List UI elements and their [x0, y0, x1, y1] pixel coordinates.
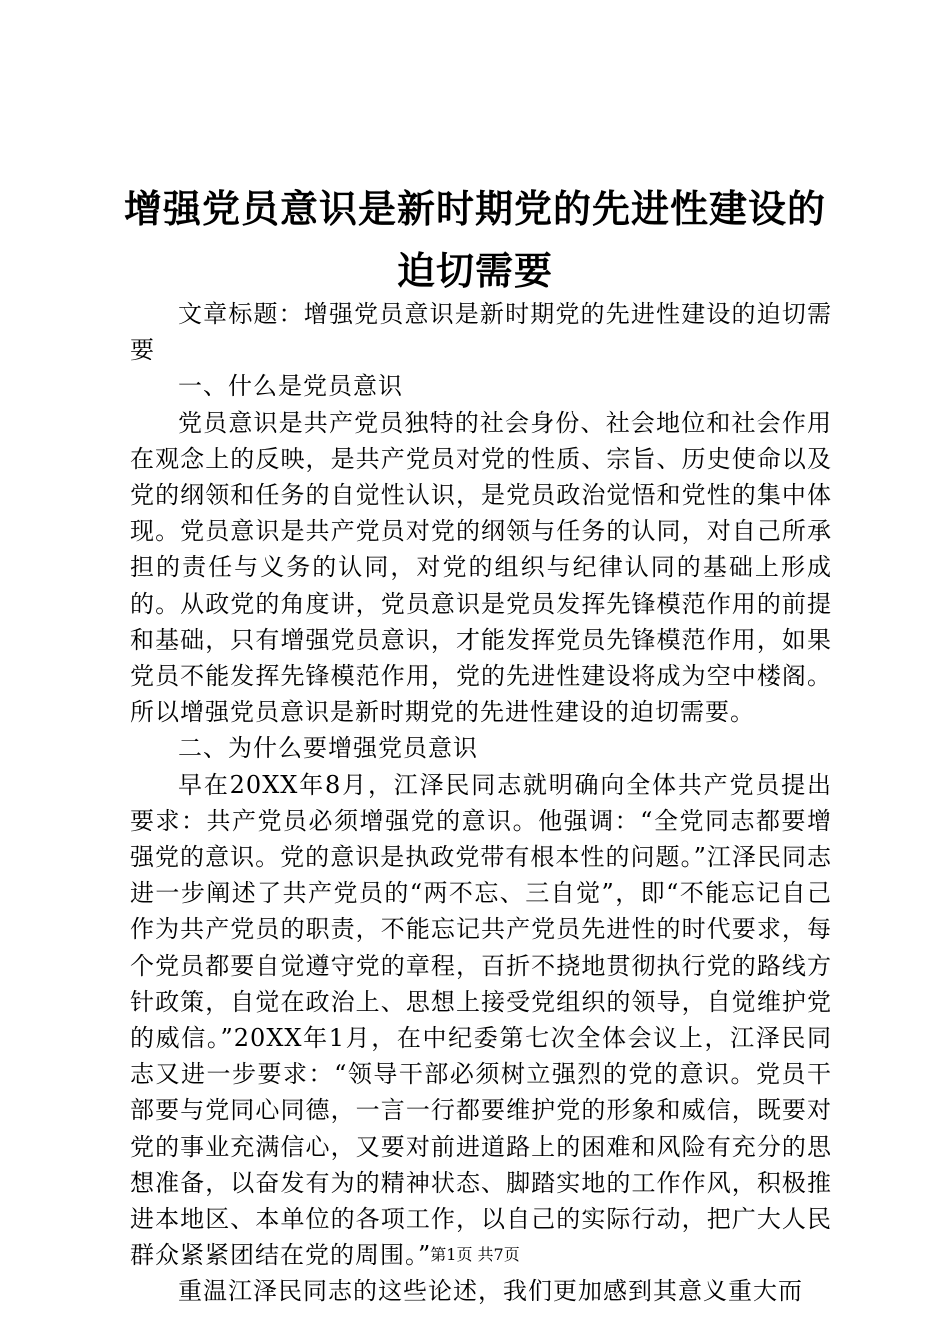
body-paragraph: 重温江泽民同志的这些论述，我们更加感到其意义重大而 — [178, 1277, 803, 1306]
document-body — [130, 296, 832, 1310]
page-footer: 第1页 共7页 — [430, 1245, 520, 1264]
section-heading-1: 一、什么是党员意识 — [178, 372, 403, 401]
body-paragraph: 早在20XX年8月，江泽民同志就明确向全体共产党员提出要求：共产党员必须增强党的意识。他强调：“全党同志都要增强党的意识。党的意识是执政党带有根本性的问题。”江泽民同志进一步阐述了共产党员的“两不忘、三自觉”，即“不能忘记自己作为共产党员的职责，不能忘记共产党员先进性的时代要求，每个党员都要自觉遵守党的章程，百折不挠地贯彻执行党的路线方针政策，自觉在政治上、思想上接受党组织的领导，自觉维护党的威信。”20XX年1月，在中纪委第七次全体会议上，江泽民同志又进一步要求：“领导干部必须树立强烈的党的意识。党员干部要与党同心同德，一言一行都要维护党的形象和威信，既要对党的事业充满信心，又要对前进道路上的困难和风险有充分的思想准备，以奋发有为的精神状态、脚踏实地的工作作风，积极推进本地区、本单位的各项工作，以自己的实际行动，把广大人民群众紧紧团结在党的周围。” — [130, 770, 832, 1270]
document-title: 增强党员意识是新时期党的先进性建设的迫切需要 — [123, 187, 826, 293]
article-title-line: 文章标题：增强党员意识是新时期党的先进性建设的迫切需要 — [130, 300, 832, 365]
body-paragraph: 党员意识是共产党员独特的社会身份、社会地位和社会作用在观念上的反映，是共产党员对党的性质、宗旨、历史使命以及党的纲领和任务的自觉性认识，是党员政治觉悟和党性的集中体现。党员意识是共产党员对党的纲领与任务的认同，对自己所承担的责任与义务的认同，对党的组织与纪律认同的基础上形成的。从政党的角度讲，党员意识是党员发挥先锋模范作用的前提和基础，只有增强党员意识，才能发挥党员先锋模范作用，如果党员不能发挥先锋模范作用，党的先进性建设将成为空中楼阁。所以增强党员意识是新时期党的先进性建设的迫切需要。 — [130, 408, 832, 727]
section-heading-2: 二、为什么要增强党员意识 — [178, 734, 478, 763]
